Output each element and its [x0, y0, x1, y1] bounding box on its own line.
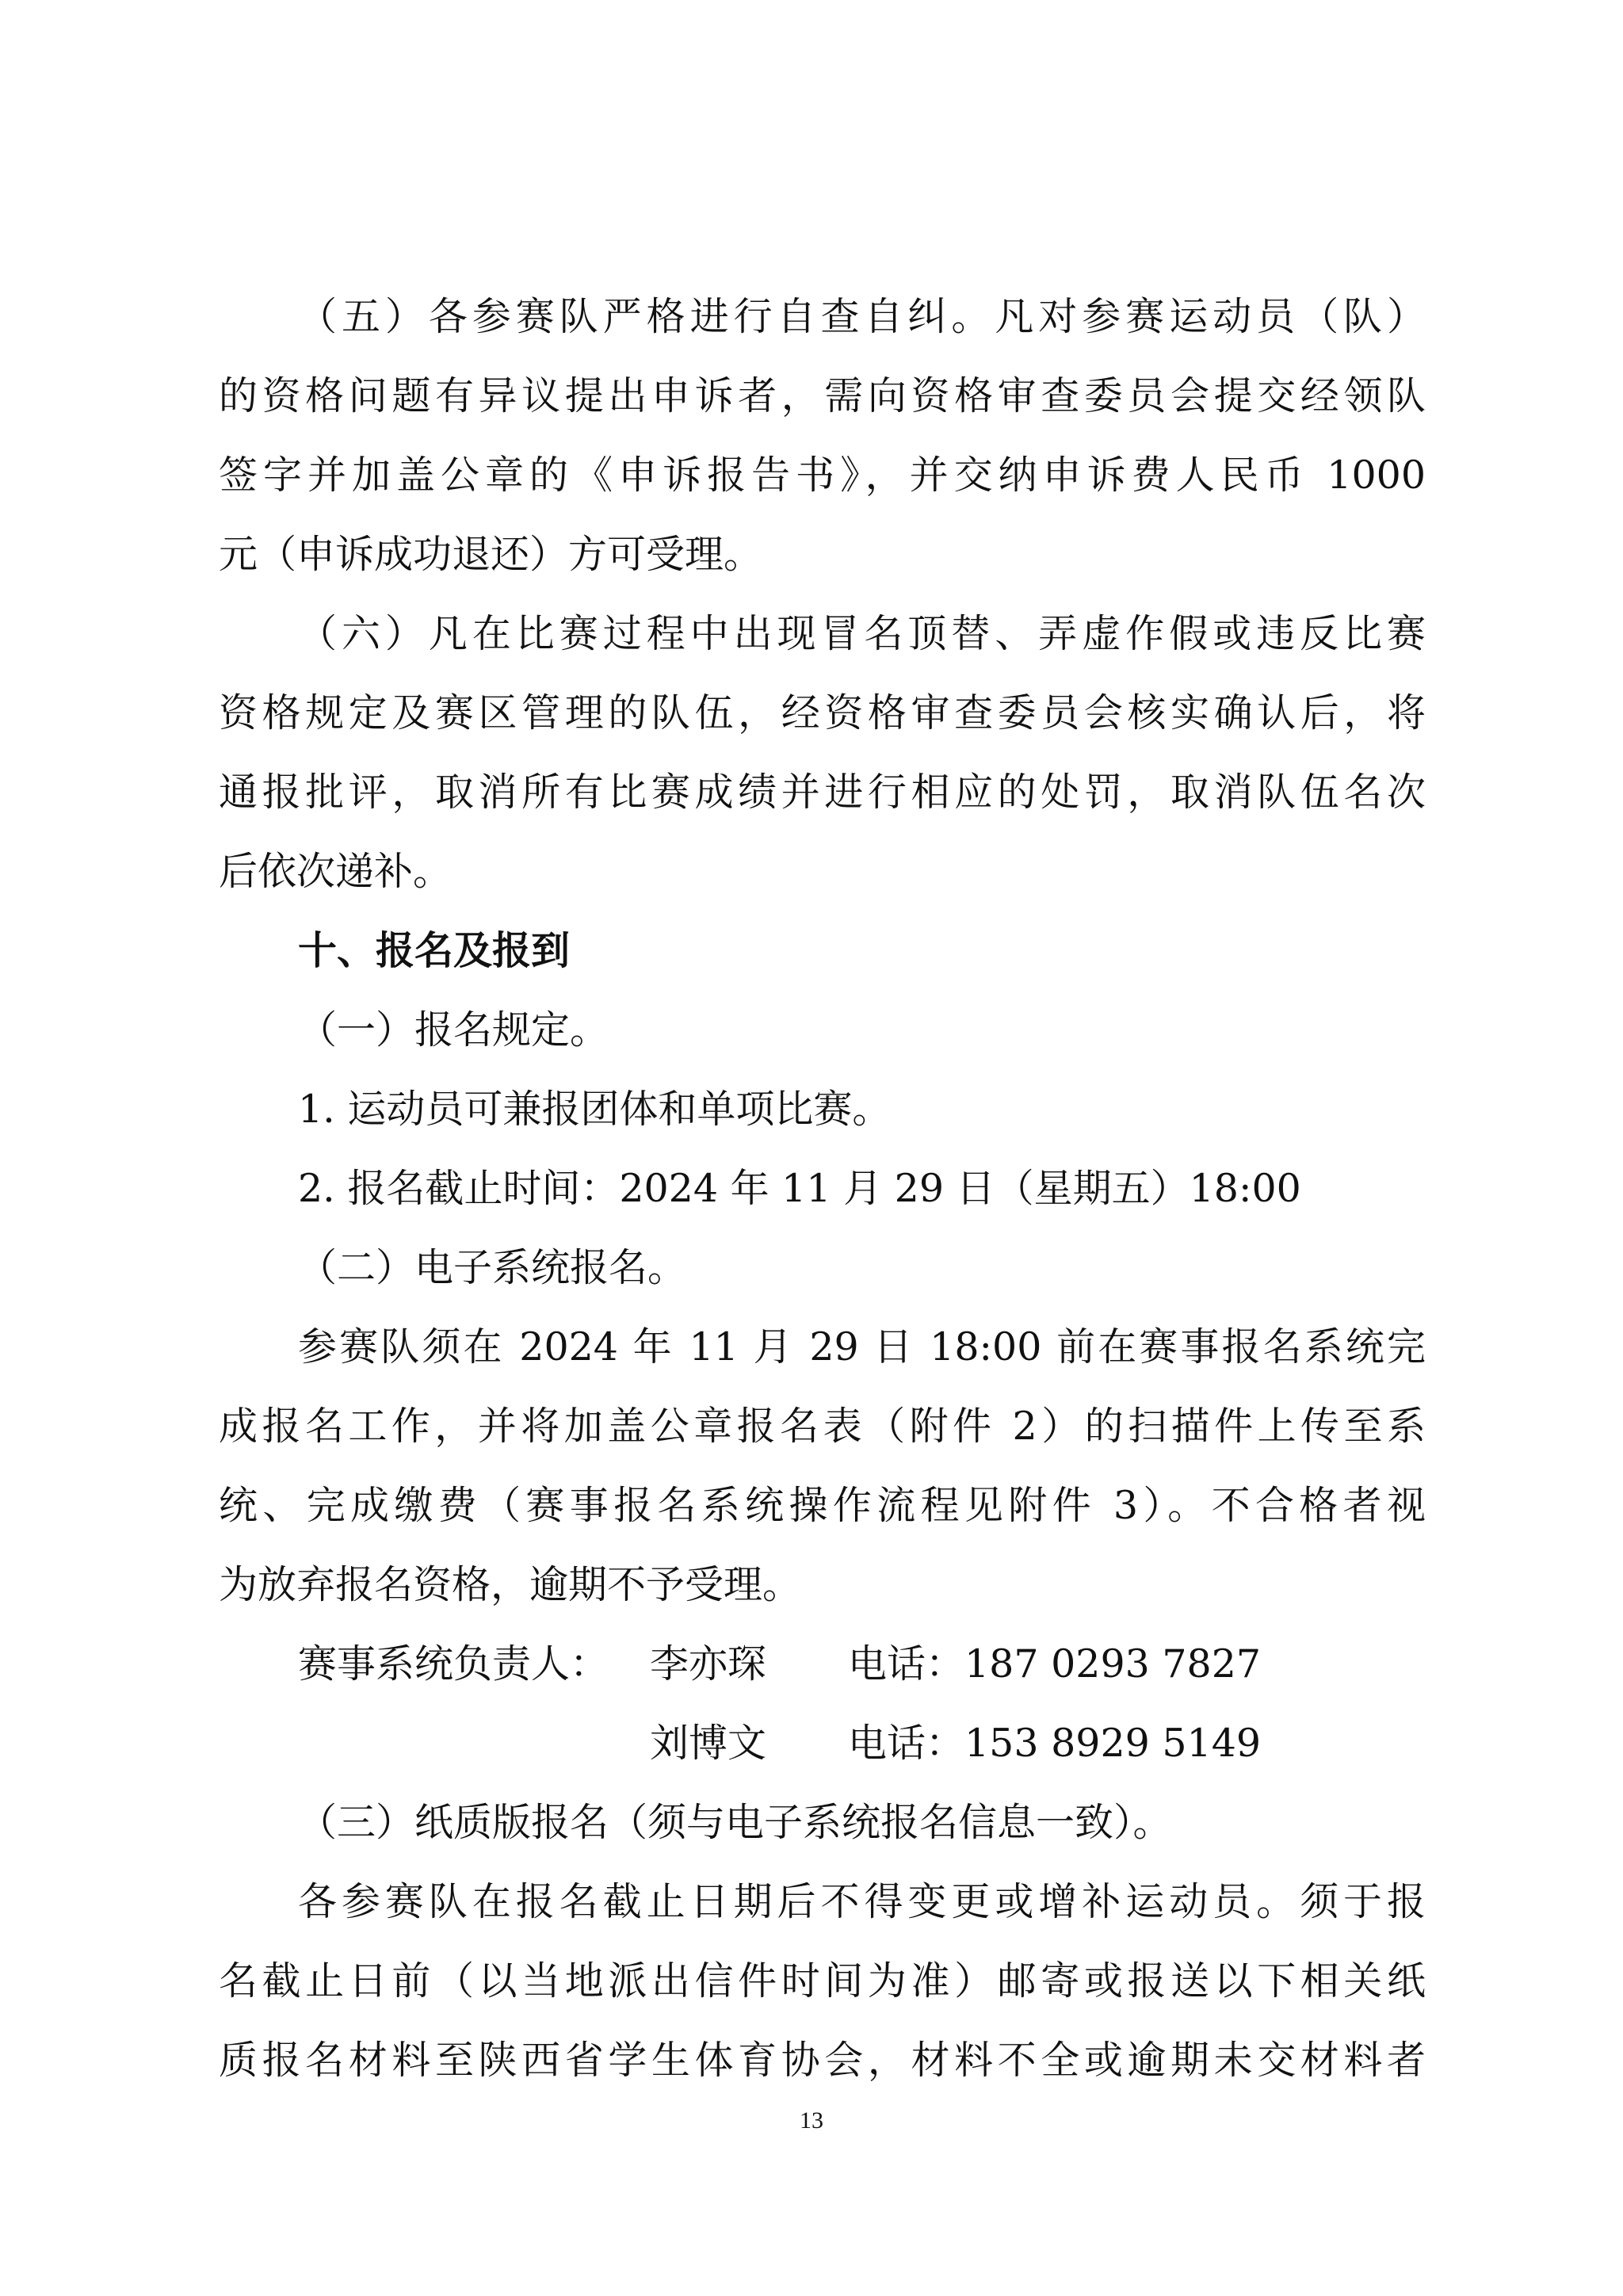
text-line: 为放弃报名资格，逾期不予受理。 [219, 1562, 802, 1607]
text-line: 质报名材料至陕西省学生体育协会，材料不全或逾期未交材料者 [219, 2038, 1426, 2083]
contact-name: 刘博文 [650, 1721, 767, 1766]
contact-phone: 电话：153 8929 5149 [848, 1721, 1262, 1766]
text-line: 各参赛队在报名截止日期后不得变更或增补运动员。须于报 [298, 1879, 1426, 1924]
section-heading: 十、报名及报到 [298, 928, 571, 973]
page-number: 13 [800, 2107, 823, 2134]
subsection-title: （二）电子系统报名。 [298, 1245, 687, 1290]
subsection-title: （三）纸质版报名（须与电子系统报名信息一致）。 [298, 1800, 1172, 1845]
text-line: 后依次递补。 [219, 849, 453, 894]
text-line: 参赛队须在 2024 年 11 月 29 日 18:00 前在赛事报名系统完 [298, 1324, 1426, 1370]
text-line: 的资格问题有异议提出申诉者，需向资格审查委员会提交经领队 [219, 373, 1426, 418]
subsection-title: （一）报名规定。 [298, 1007, 609, 1052]
text-line: 成报名工作，并将加盖公章报名表（附件 2）的扫描件上传至系 [219, 1404, 1426, 1449]
text-line: 通报批评，取消所有比赛成绩并进行相应的处罚，取消队伍名次 [219, 770, 1426, 815]
contact-phone: 电话：187 0293 7827 [848, 1641, 1262, 1687]
rule-item: 2. 报名截止时间：2024 年 11 月 29 日（星期五）18:00 [298, 1166, 1301, 1211]
rule-item: 1. 运动员可兼报团体和单项比赛。 [298, 1087, 892, 1132]
text-line: （六）凡在比赛过程中出现冒名顶替、弄虚作假或违反比赛 [298, 611, 1426, 656]
contacts-label: 赛事系统负责人： [298, 1641, 609, 1687]
text-line: 签字并加盖公章的《申诉报告书》，并交纳申诉费人民币 1000 [219, 453, 1426, 498]
text-line: 名截止日前（以当地派出信件时间为准）邮寄或报送以下相关纸 [219, 1958, 1426, 2004]
text-line: （五）各参赛队严格进行自查自纠。凡对参赛运动员（队） [298, 294, 1426, 339]
contact-name: 李亦琛 [650, 1641, 767, 1687]
text-line: 资格规定及赛区管理的队伍，经资格审查委员会核实确认后，将 [219, 690, 1426, 735]
text-line: 统、完成缴费（赛事报名系统操作流程见附件 3）。不合格者视 [219, 1483, 1426, 1528]
text-line: 元（申诉成功退还）方可受理。 [219, 532, 763, 577]
